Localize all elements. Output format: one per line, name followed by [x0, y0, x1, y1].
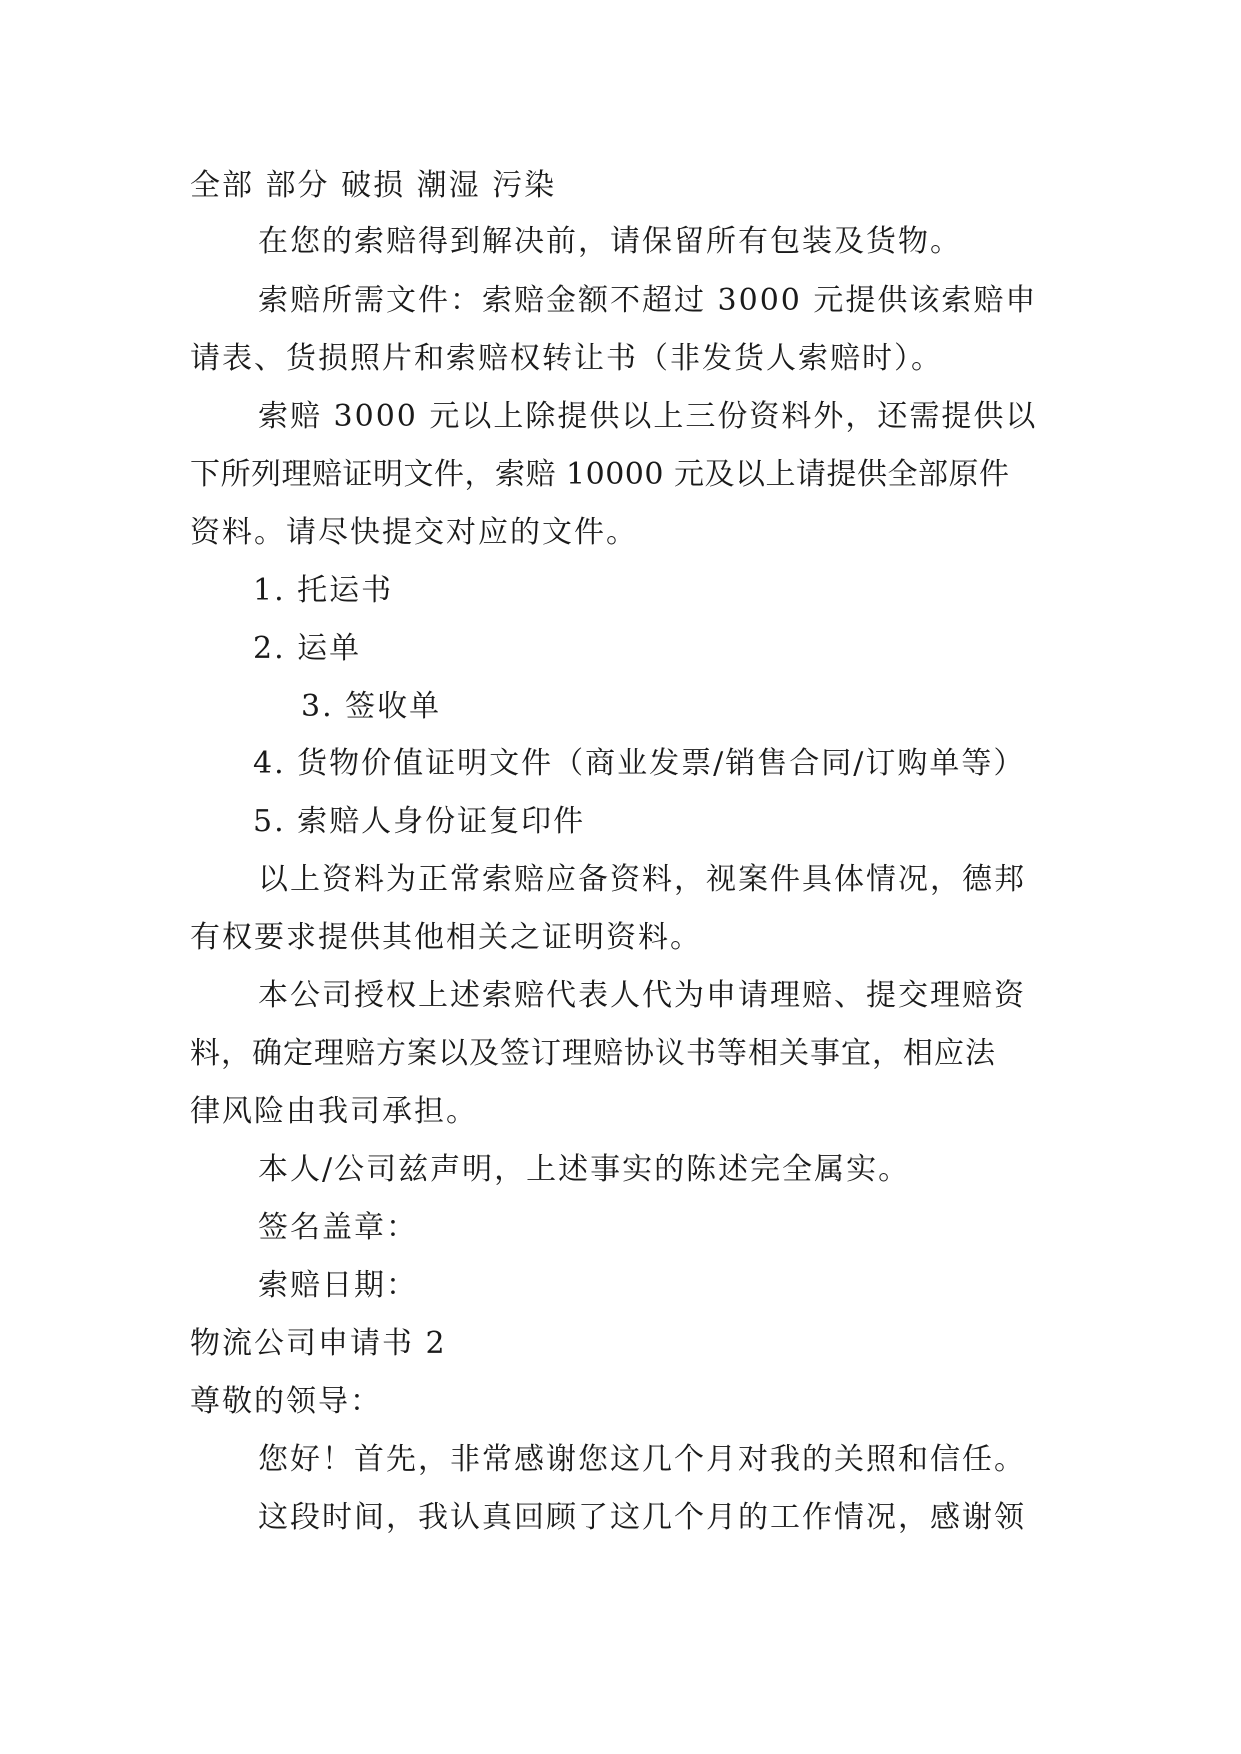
paragraph-over-3000-line-1: 索赔 3000 元以上除提供以上三份资料外，还需提供以 — [258, 399, 1038, 434]
paragraph-authorization-line-2: 料，确定理赔方案以及签订理赔协议书等相关事宜，相应法 — [190, 1036, 996, 1071]
paragraph-standard-docs-line-2: 有权要求提供其他相关之证明资料。 — [190, 920, 702, 955]
damage-type-options: 全部 部分 破损 潮湿 污染 — [190, 168, 557, 203]
paragraph-retain-packaging: 在您的索赔得到解决前，请保留所有包装及货物。 — [258, 224, 962, 259]
paragraph-over-3000-line-2: 下所列理赔证明文件，索赔 10000 元及以上请提供全部原件 — [190, 457, 1010, 492]
paragraph-standard-docs-line-1: 以上资料为正常索赔应备资料，视案件具体情况，德邦 — [258, 862, 1026, 897]
paragraph-greeting: 您好！首先，非常感谢您这几个月对我的关照和信任。 — [258, 1442, 1026, 1477]
list-item-1: 1. 托运书 — [253, 573, 394, 608]
paragraph-declaration: 本人/公司兹声明，上述事实的陈述完全属实。 — [258, 1152, 911, 1187]
list-item-4: 4. 货物价值证明文件（商业发票/销售合同/订购单等） — [253, 746, 1026, 781]
section-title-application-2: 物流公司申请书 2 — [190, 1326, 447, 1361]
paragraph-required-docs-line-2: 请表、货损照片和索赔权转让书（非发货人索赔时）。 — [190, 341, 943, 376]
list-item-2: 2. 运单 — [253, 631, 362, 666]
paragraph-authorization-line-3: 律风险由我司承担。 — [190, 1094, 478, 1129]
signature-label: 签名盖章： — [258, 1210, 418, 1245]
list-item-5: 5. 索赔人身份证复印件 — [253, 804, 586, 839]
paragraph-required-docs-line-1: 索赔所需文件：索赔金额不超过 3000 元提供该索赔申 — [258, 283, 1038, 318]
list-item-3: 3. 签收单 — [301, 689, 442, 724]
paragraph-authorization-line-1: 本公司授权上述索赔代表人代为申请理赔、提交理赔资 — [258, 978, 1026, 1013]
claim-date-label: 索赔日期： — [258, 1268, 418, 1303]
salutation: 尊敬的领导： — [190, 1384, 382, 1419]
paragraph-over-3000-line-3: 资料。请尽快提交对应的文件。 — [190, 515, 638, 550]
paragraph-review: 这段时间，我认真回顾了这几个月的工作情况，感谢领 — [258, 1500, 1026, 1535]
